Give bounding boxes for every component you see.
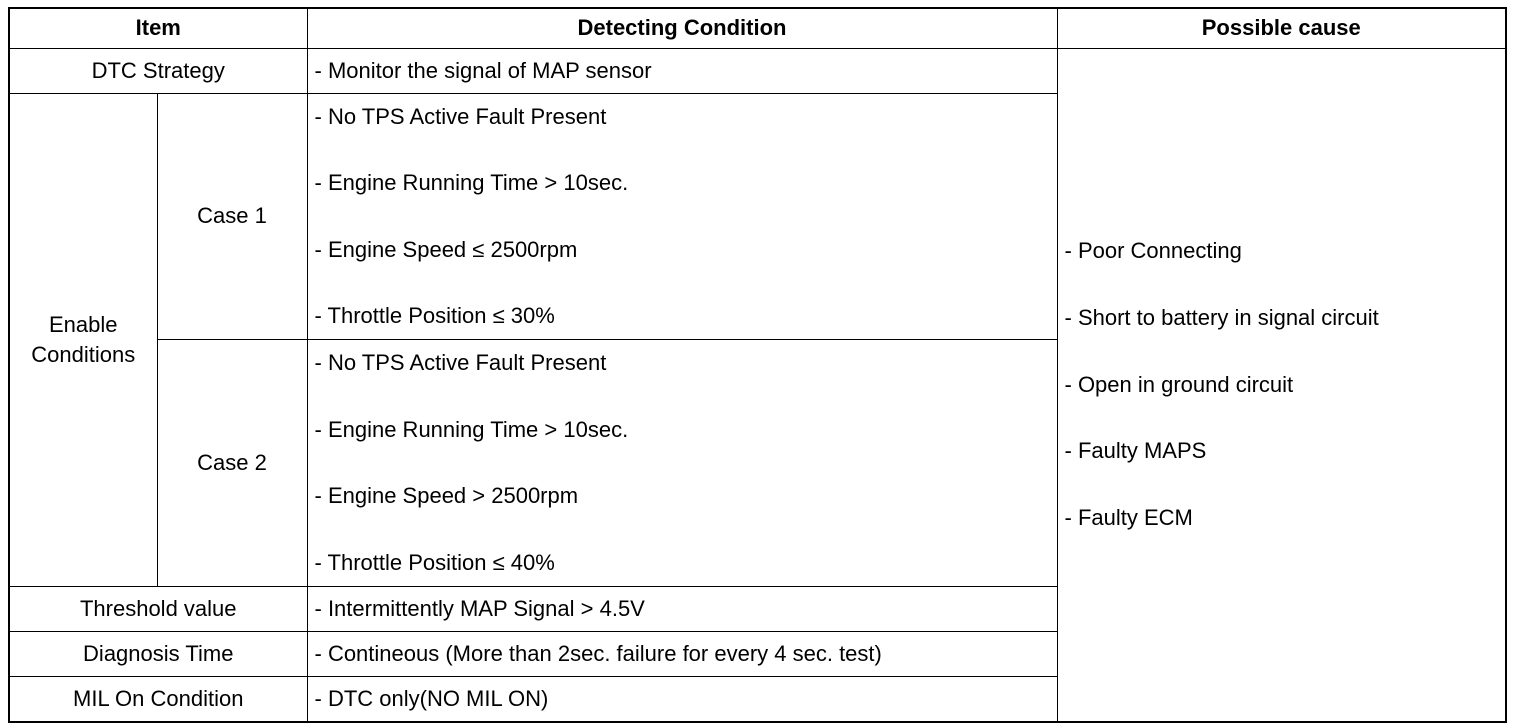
dtc-strategy-condition: - Monitor the signal of MAP sensor (307, 48, 1057, 93)
case1-label: Case 1 (157, 93, 307, 340)
condition-item: - Engine Speed > 2500rpm (314, 483, 579, 509)
condition-item: - Engine Running Time > 10sec. (314, 170, 629, 196)
threshold-value-label: Threshold value (9, 587, 307, 632)
enable-conditions-label (9, 93, 157, 587)
cause-item: - Faulty ECM (1064, 504, 1193, 530)
condition-item: - Engine Speed ≤ 2500rpm (314, 236, 578, 262)
case1-conditions (307, 93, 1057, 340)
threshold-value-condition: - Intermittently MAP Signal > 4.5V (307, 587, 1057, 632)
row-dtc-strategy (9, 48, 1506, 93)
cause-item: - Faulty MAPS (1064, 438, 1207, 464)
condition-item: - Engine Running Time > 10sec. (314, 416, 629, 442)
mil-on-condition-condition: - DTC only(NO MIL ON) (307, 677, 1057, 722)
case2-conditions (307, 340, 1057, 587)
header-item: Item (9, 8, 307, 48)
header-detecting-condition: Detecting Condition (307, 8, 1057, 48)
condition-item: - Throttle Position ≤ 40% (314, 550, 555, 576)
enable-label-line2: Conditions (31, 341, 136, 367)
condition-item: - Throttle Position ≤ 30% (314, 303, 555, 329)
condition-item: - No TPS Active Fault Present (314, 350, 607, 376)
cause-item: - Poor Connecting (1064, 238, 1242, 264)
dtc-strategy-label: DTC Strategy (9, 48, 307, 93)
enable-label-line1: Enable (48, 311, 118, 337)
diagnosis-time-condition: - Contineous (More than 2sec. failure for every 4 sec. test) (307, 632, 1057, 677)
cause-item: - Short to battery in signal circuit (1064, 304, 1379, 330)
header-possible-cause: Possible cause (1057, 8, 1506, 48)
cause-item: - Open in ground circuit (1064, 371, 1294, 397)
possible-cause-cell (1057, 48, 1506, 722)
case2-label: Case 2 (157, 340, 307, 587)
dtc-spec-table (8, 7, 1507, 723)
diagnosis-time-label: Diagnosis Time (9, 632, 307, 677)
mil-on-condition-label: MIL On Condition (9, 677, 307, 722)
condition-item: - No TPS Active Fault Present (314, 103, 607, 129)
header-row (9, 8, 1506, 48)
